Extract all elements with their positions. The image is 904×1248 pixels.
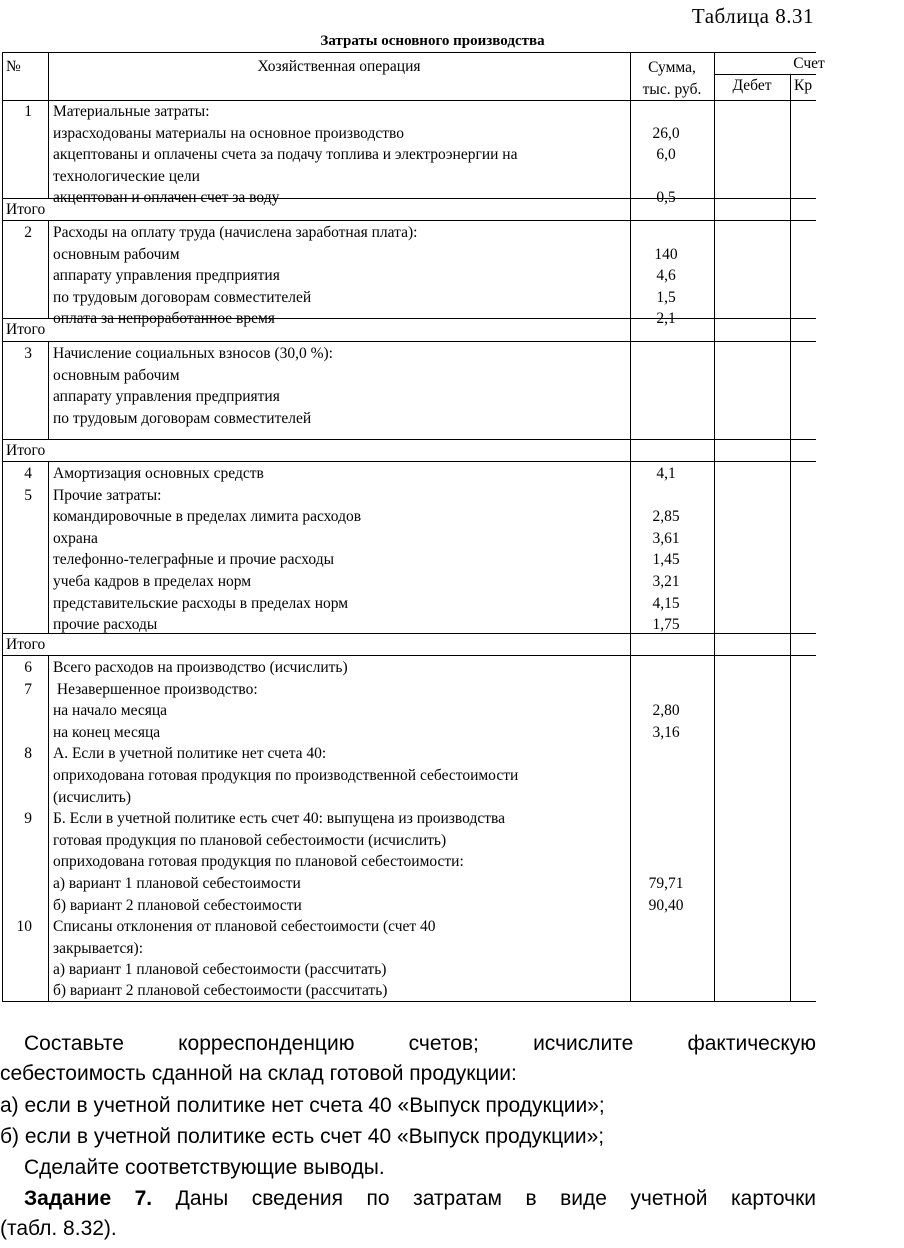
sum-value: 0,5 [656, 189, 676, 207]
task-text: Даны сведения по затратам в виде учетной карточки [152, 1187, 816, 1210]
paragraph-line: а) если в учетной политике нет счета 40 «Выпуск продукции»; [0, 1094, 605, 1117]
row-number: 4 [24, 465, 32, 482]
header-debit: Дебет [732, 77, 772, 94]
row-line [2, 439, 816, 440]
col-separator [714, 52, 715, 1002]
sum-value: 2,1 [656, 310, 676, 328]
sum-value: 3,61 [652, 529, 680, 547]
header-operation: Хозяйственная операция [257, 58, 421, 75]
operation-line: акцептованы и оплачены счета за подачу топлива и электроэнергии на [53, 146, 518, 164]
header-account: Счет [793, 55, 825, 72]
section-4-sums [634, 463, 698, 633]
header-credit: Кр [794, 77, 813, 94]
total-label: Итого [6, 321, 46, 338]
sum-value: 4,1 [656, 465, 676, 482]
col-separator [630, 52, 631, 1002]
total-label: Итого [6, 201, 46, 218]
section-1-sums [634, 101, 698, 207]
operation-line: Прочие затраты: [53, 486, 162, 504]
operation-line: Списаны отклонения от плановой себестоимости (счет 40 [53, 918, 436, 936]
operation-line: (исчислить) [53, 788, 132, 806]
sum-value: 140 [654, 245, 678, 263]
sum-value: 2,85 [652, 508, 680, 526]
operation-line: основным рабочим [53, 245, 180, 263]
table-border-top [2, 52, 816, 53]
section-4-text [48, 463, 630, 633]
total-label: Итого [6, 442, 46, 459]
row-number: 7 [24, 680, 32, 698]
col-separator [790, 74, 791, 1002]
operation-line: аппарату управления предприятия [53, 267, 280, 285]
operation-line: по трудовым договорам совместителей [53, 288, 312, 306]
operation-line: б) вариант 2 плановой себестоимости [53, 896, 302, 914]
operation-line: Всего расходов на производство (исчислить) [53, 659, 348, 676]
operation-line: телефонно-телеграфные и прочие расходы [53, 551, 334, 569]
sum-value: 4,6 [656, 267, 676, 285]
operation-line: а) вариант 1 плановой себестоимости (рассчитать) [53, 961, 387, 979]
sum-value: 1,75 [652, 616, 680, 634]
operation-line: технологические цели [53, 167, 200, 185]
operation-line: аппарату управления предприятия [53, 388, 280, 406]
operation-line: закрывается): [53, 939, 144, 957]
table-label: Таблица 8.31 [691, 4, 814, 28]
operation-line: Материальные затраты: [53, 103, 210, 120]
paragraph-line: себестоимость сданной на склад готовой продукции: [0, 1062, 517, 1085]
sum-value: 1,45 [652, 551, 680, 569]
section-2-text [48, 222, 630, 328]
operation-line: по трудовым договорам совместителей [53, 409, 312, 427]
row-number: 3 [24, 345, 32, 362]
section-1-text [48, 101, 630, 207]
operation-line: готовая продукция по плановой себестоимости (исчислить) [53, 831, 447, 849]
row-number: 6 [24, 659, 32, 676]
sum-value: 90,40 [648, 896, 684, 914]
operation-line: охрана [53, 529, 98, 547]
section-2-sums [634, 222, 698, 328]
sum-value: 3,21 [652, 573, 680, 590]
section-3-text [48, 343, 630, 439]
operation-line: оприходована готовая продукция по плановой себестоимости: [53, 853, 464, 871]
header-sum-line2: тыс. руб. [642, 81, 702, 98]
header-num: № [6, 58, 21, 75]
sum-value: 2,80 [652, 702, 680, 720]
operation-line: Незавершенное производство: [53, 680, 258, 698]
row-line [2, 220, 816, 221]
table-title: Затраты основного производства [320, 33, 545, 49]
operation-line: командировочные в пределах лимита расходов [53, 508, 362, 526]
header-sum-line1: Сумма, [648, 59, 696, 76]
operation-line: оприходована готовая продукция по производственной себестоимости [53, 767, 519, 784]
operation-line: на начало месяца [53, 702, 168, 720]
sum-value: 26,0 [652, 124, 680, 142]
paragraph-line: Составьте корреспонденцию счетов; исчислите фактическую [24, 1032, 816, 1055]
row-line [2, 655, 816, 656]
row-number: 9 [24, 810, 32, 828]
account-subheader-line [714, 74, 816, 75]
sum-value: 6,0 [656, 146, 676, 164]
paragraph-line: б) если в учетной политике есть счет 40 «Выпуск продукции»; [0, 1125, 605, 1148]
sum-value: 79,71 [648, 875, 684, 892]
sum-value: 3,16 [652, 723, 680, 741]
sum-value: 1,5 [656, 288, 676, 306]
task-line [0, 1184, 816, 1214]
row-number: 10 [16, 918, 32, 936]
operation-line: оплата за непроработанное время [53, 310, 275, 328]
operation-line: Амортизация основных средств [53, 465, 264, 482]
section-6-text [48, 657, 630, 1001]
task-label: Задание 7. [24, 1187, 153, 1210]
operation-line: акцептован и оплачен счет за воду [53, 189, 280, 207]
operation-line: представительские расходы в пределах норм [53, 594, 349, 612]
row-line [2, 461, 816, 462]
total-label: Итого [6, 636, 46, 653]
paragraph-line: Сделайте соответствующие выводы. [24, 1156, 385, 1179]
row-line [2, 341, 816, 342]
row-number: 1 [24, 103, 32, 120]
operation-line: А. Если в учетной политике нет счета 40: [53, 745, 327, 763]
operation-line: Б. Если в учетной политике есть счет 40: выпущена из производства [53, 810, 505, 828]
operation-line: б) вариант 2 плановой себестоимости (рассчитать) [53, 981, 388, 999]
operation-line: основным рабочим [53, 366, 180, 384]
row-number: 2 [24, 224, 32, 241]
row-number: 8 [24, 745, 32, 763]
operation-line: Расходы на оплату труда (начислена заработная плата): [53, 224, 418, 241]
operation-line: а) вариант 1 плановой себестоимости [53, 875, 301, 892]
sum-value: 4,15 [652, 594, 680, 612]
operation-line: учеба кадров в пределах норм [53, 573, 252, 590]
operation-line: прочие расходы [53, 616, 158, 634]
table-border-left [2, 52, 3, 1002]
row-number: 5 [24, 486, 32, 504]
paragraph-line: (табл. 8.32). [0, 1217, 117, 1240]
operation-line: израсходованы материалы на основное производство [53, 124, 404, 142]
operation-line: Начисление социальных взносов (30,0 %): [53, 345, 333, 362]
operation-line: на конец месяца [53, 723, 161, 741]
